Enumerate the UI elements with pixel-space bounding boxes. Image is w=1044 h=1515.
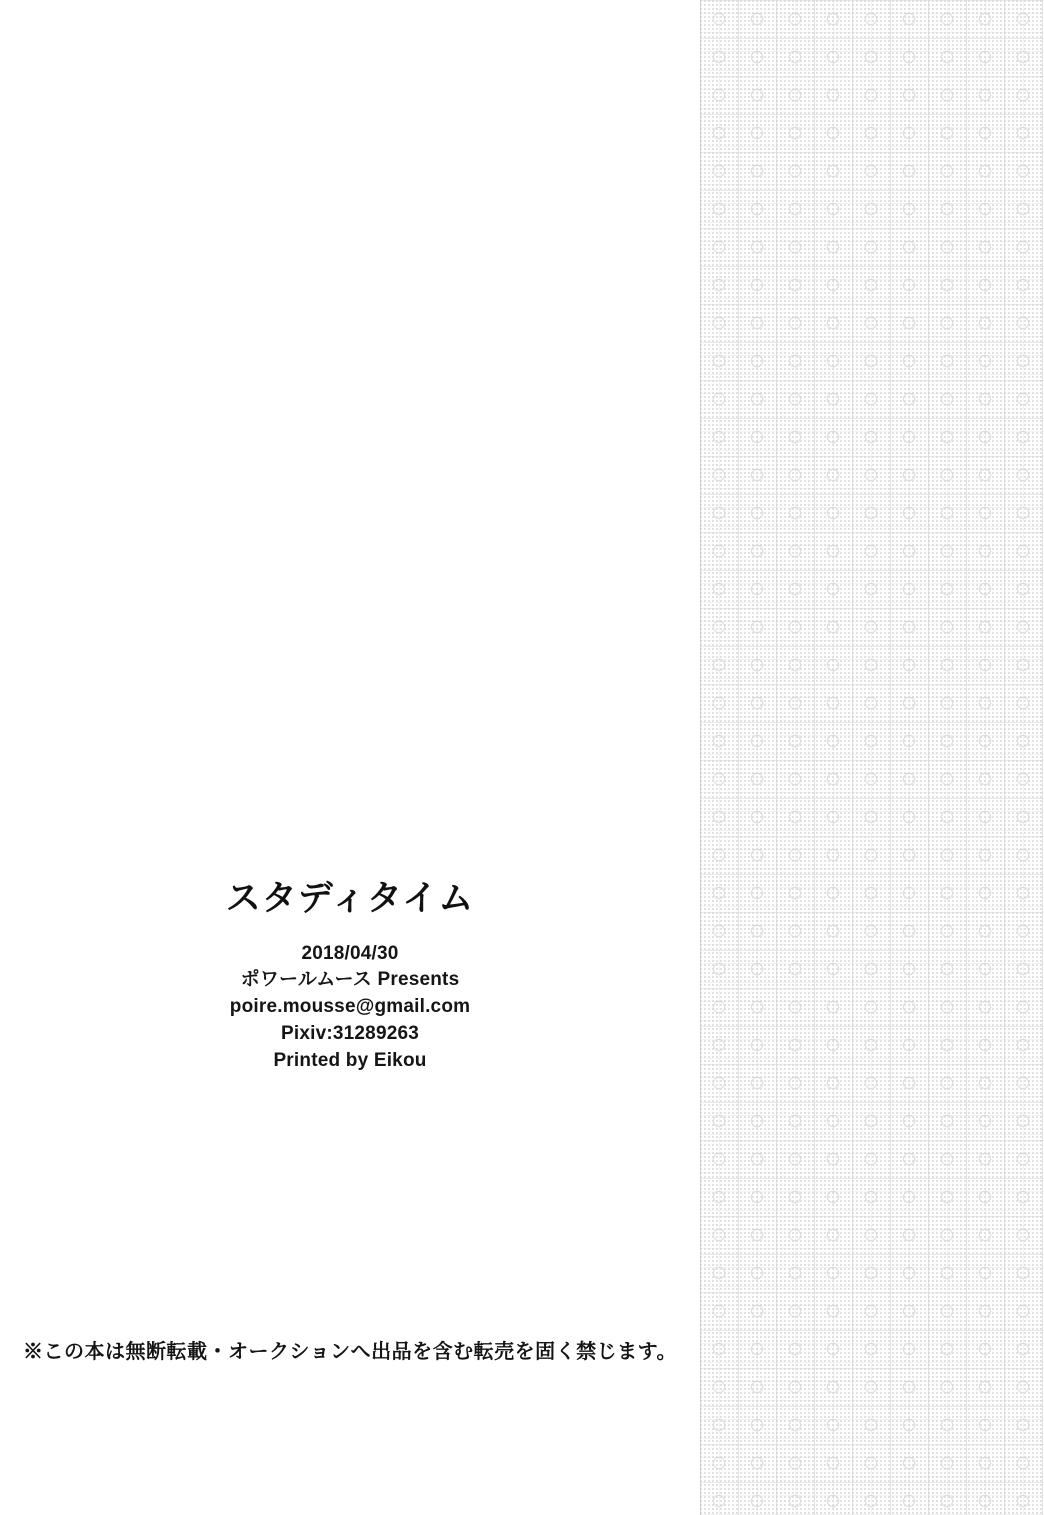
page-title: スタディタイム <box>225 879 475 918</box>
contact-email: poire.mousse@gmail.com <box>229 996 471 1018</box>
colophon-block <box>0 880 700 1075</box>
dotted-grid-pattern <box>700 0 1044 1515</box>
copyright-notice: ※この本は無断転載・オークションへ出品を含む転売を固く禁じます。 <box>23 1341 677 1363</box>
printer-credit: Printed by Eikou <box>273 1050 427 1072</box>
pixiv-id: Pixiv:31289263 <box>280 1023 420 1045</box>
circle-name: ポワールムース Presents <box>240 969 460 991</box>
publication-date: 2018/04/30 <box>301 942 399 964</box>
